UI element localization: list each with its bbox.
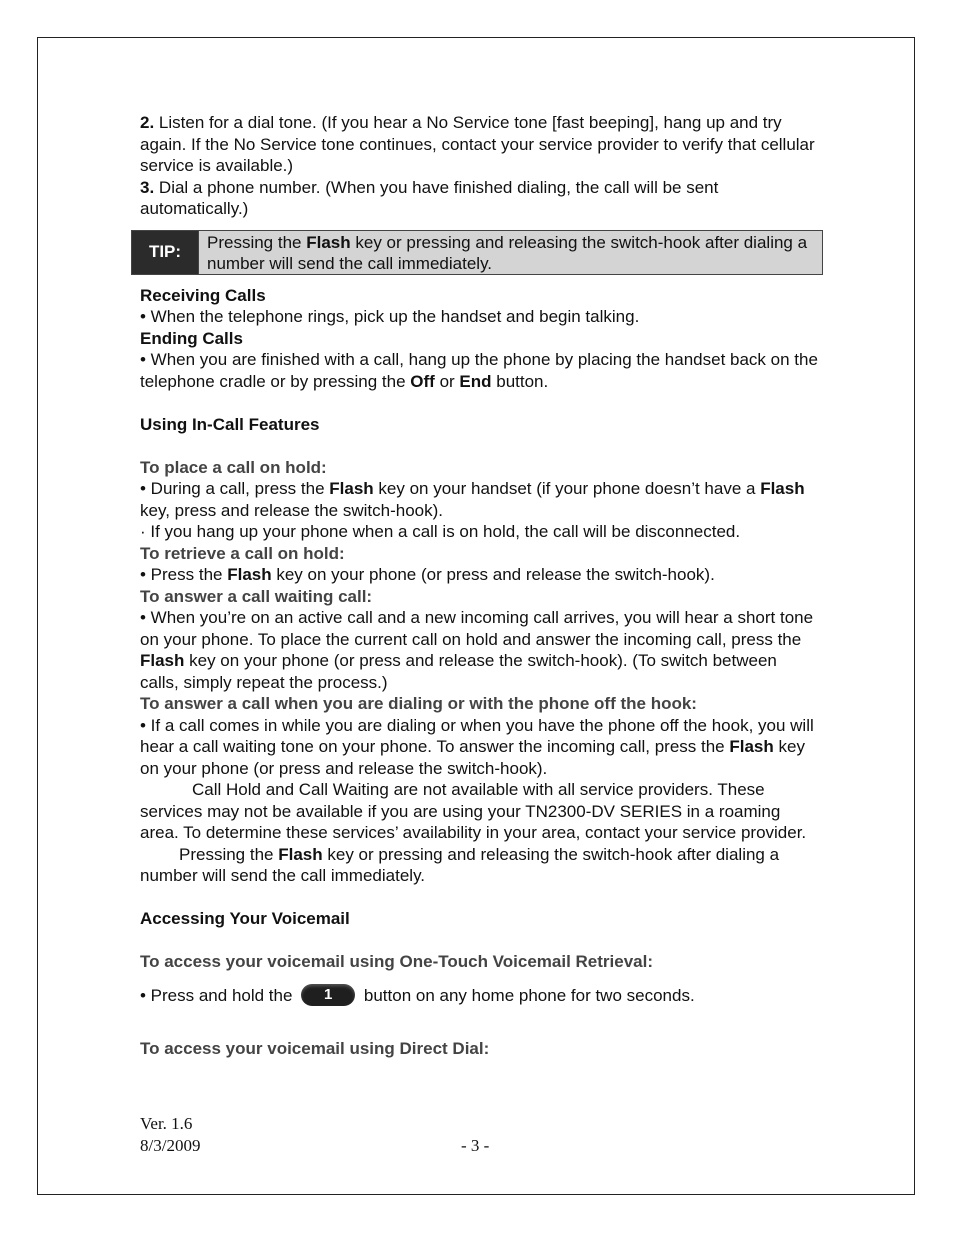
direct-dial-heading: To access your voicemail using Direct Dial:	[140, 1039, 490, 1058]
voicemail-heading: Accessing Your Voicemail	[140, 909, 350, 928]
hold-text: • During a call, press the Flash key on your handset (if your phone doesn’t have a Flash key, press and release the switch-hook).	[140, 479, 805, 520]
step-number: 3.	[140, 177, 155, 197]
press-hold-text: • Press and hold the 1 button on any home phone for two seconds.	[140, 985, 695, 1005]
step-2	[140, 112, 820, 177]
date-label: 8/3/2009	[140, 1135, 201, 1155]
flash-note: Pressing the Flash key or pressing and releasing the switch-hook after dialing a number will send the call immediately.	[140, 844, 780, 885]
step-3	[140, 177, 820, 220]
receiving-calls-text: • When the telephone rings, pick up the handset and begin talking.	[140, 307, 640, 326]
step-number: 2.	[140, 113, 155, 132]
retrieve-text: • Press the Flash key on your phone (or press and release the switch-hook).	[140, 565, 715, 584]
hold-note: · If you hang up your phone when a call is on hold, the call will be disconnected.	[140, 522, 741, 541]
step-text: Listen for a dial tone. (If you hear a No Service tone [fast beeping], hang up and try again. If the No Service tone continues, contact your service provider to verify that cellular service is available.)	[140, 113, 815, 175]
page-number: - 3 -	[461, 1135, 490, 1155]
step-text: Dial a phone number. (When you have finished dialing, the call will be sent automatically.)	[140, 177, 719, 218]
hold-heading: To place a call on hold:	[140, 457, 327, 477]
tip-box	[131, 230, 823, 275]
footer	[140, 1113, 820, 1156]
call-waiting-heading: To answer a call waiting call:	[140, 586, 373, 606]
dialing-heading: To answer a call when you are dialing or with the phone off the hook:	[140, 694, 697, 713]
tip-label: TIP:	[132, 231, 199, 274]
receiving-calls-heading: Receiving Calls	[140, 285, 266, 305]
availability-note: Call Hold and Call Waiting are not available with all service providers. These services may not be available if you are using your TN2300-DV SERIES in a roaming area. To determine these services’ availability in your area, contact your service provider.	[140, 780, 807, 842]
ending-calls-heading: Ending Calls	[140, 328, 243, 348]
document-body	[140, 112, 820, 1060]
dialing-text: • If a call comes in while you are dialing or when you have the phone off the hook, you will hear a call waiting tone on your phone. To answer the incoming call, press the Flash key on your phone (or press and release the switch-hook).	[140, 715, 814, 778]
version-label: Ver. 1.6	[140, 1114, 193, 1133]
one-touch-heading: To access your voicemail using One-Touch Voicemail Retrieval:	[140, 952, 653, 971]
call-waiting-text: • When you’re on an active call and a new incoming call arrives, you will hear a short tone on your phone. To place the current call on hold and answer the incoming call, press the Flash key on your phone (or press and release the switch-hook). (To switch between calls, simply repeat the process.)	[140, 608, 814, 692]
retrieve-heading: To retrieve a call on hold:	[140, 543, 345, 563]
in-call-features-heading: Using In-Call Features	[140, 414, 320, 434]
tip-text: Pressing the Flash key or pressing and releasing the switch-hook after dialing a number will send the call immediately.	[199, 231, 822, 274]
ending-calls-text: • When you are finished with a call, hang up the phone by placing the handset back on the telephone cradle or by pressing the Off or End button.	[140, 350, 818, 391]
key-1-icon: 1	[301, 984, 355, 1006]
